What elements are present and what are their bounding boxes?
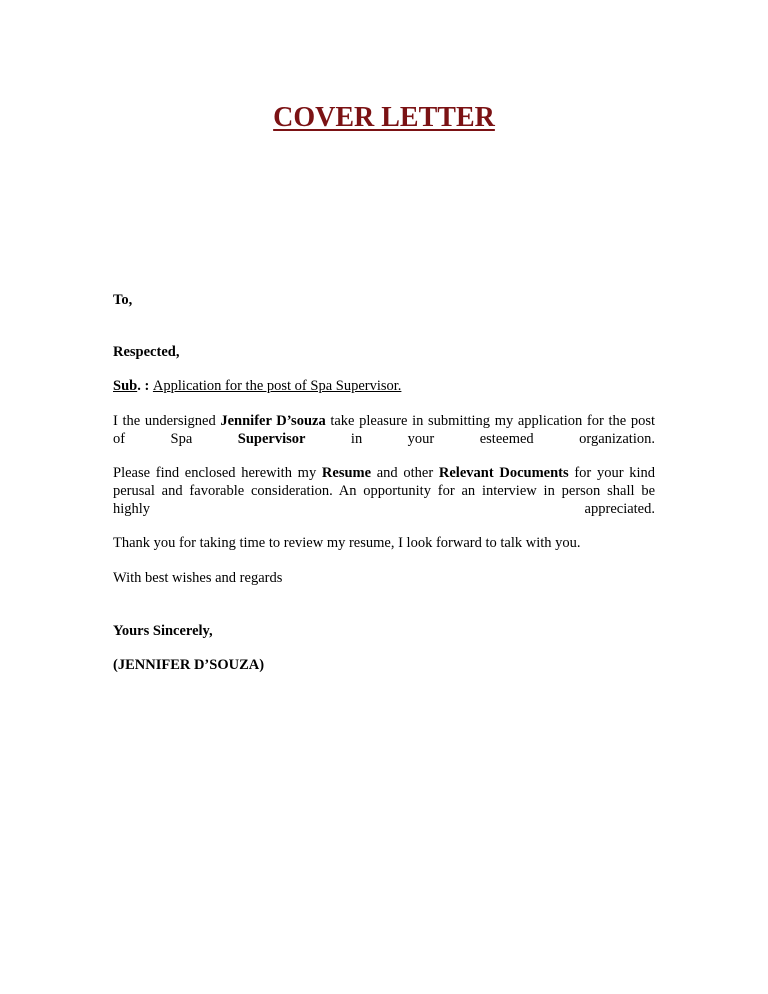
title-text: COVER LETTER [273, 102, 495, 133]
closing: Yours Sincerely, [113, 622, 213, 639]
text-run: I the undersigned [113, 412, 221, 429]
position-title: Supervisor [237, 430, 306, 447]
text-run: and other [371, 464, 439, 481]
subject-separator: . : [137, 377, 153, 394]
subject-label: Sub [113, 377, 138, 394]
paragraph-enclosures [113, 464, 655, 536]
applicant-name: Jennifer D’souza [220, 412, 326, 429]
paragraph-regards: With best wishes and regards [113, 569, 283, 586]
text-run: take pleasure in submitting my application for the post of Spa [113, 412, 656, 447]
salutation: Respected, [113, 343, 180, 360]
paragraph-intro [113, 412, 655, 466]
paragraph-thanks: Thank you for taking time to review my resume, I look forward to talk with you. [113, 534, 581, 551]
text-run: for your kind perusal and favorable consideration. An opportunity for an interview in person shall be highly appreciated. [113, 464, 656, 517]
recipient-line: To, [113, 291, 133, 308]
text-run: Please find enclosed herewith my [113, 464, 322, 481]
documents-mention: Relevant Documents [438, 464, 569, 481]
resume-mention: Resume [321, 464, 372, 481]
subject-line [113, 377, 655, 395]
signature-name: (JENNIFER D’SOUZA) [113, 656, 265, 673]
text-run: in your esteemed organization. [305, 430, 655, 447]
page-title [0, 102, 768, 134]
subject-text: Application for the post of Spa Supervisor. [152, 377, 402, 394]
